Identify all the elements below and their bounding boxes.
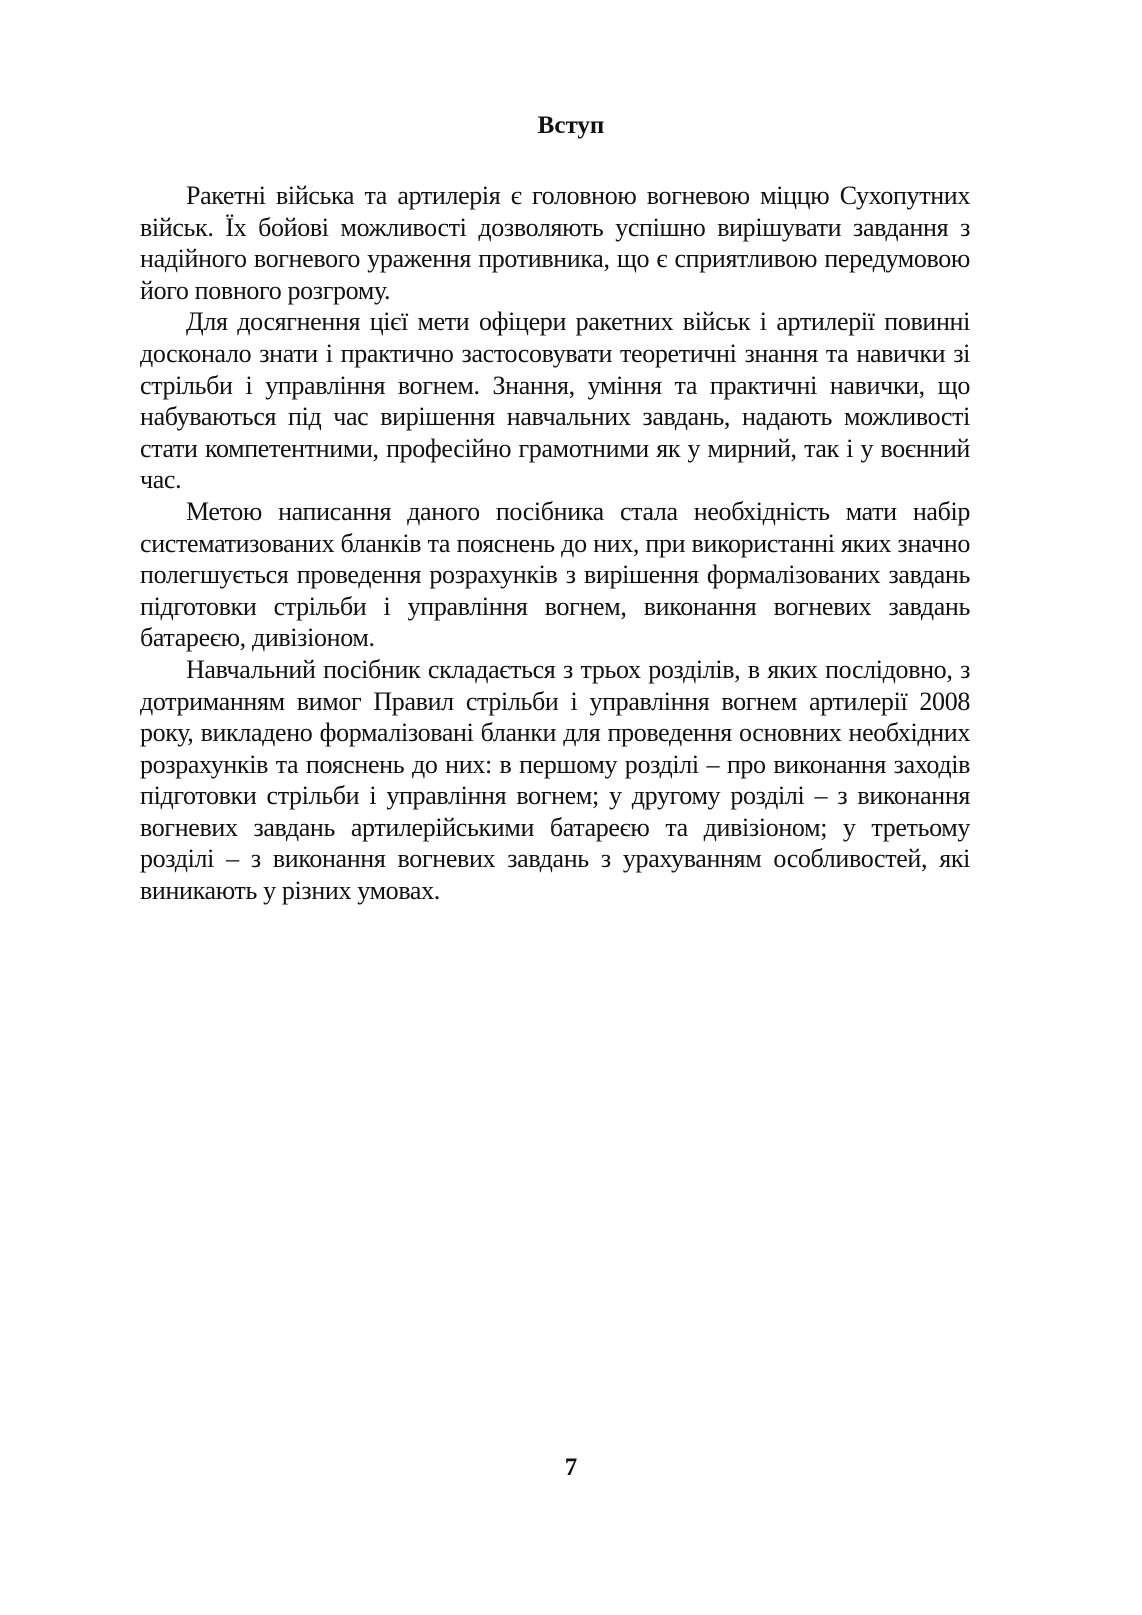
paragraph-2: Для досягнення цієї мети офіцери ракетних військ і артилерії повинні досконало знати і практично застосовувати теоретичні знання та навички зі стрільби і управління вогнем. Знання, уміння та практичні навички, що набуваються під час вирішення навчальних завдань, надають можливості стати компетентними, професійно грамотними як у мирний, так і у воєнний час. [140, 307, 970, 495]
body-text [140, 180, 970, 907]
section-title: Вступ [537, 112, 605, 139]
paragraph-1: Ракетні війська та артилерія є головною вогневою міццю Сухопутних військ. Їх бойові можливості дозволяють успішно вирішувати завдання з надійного вогневого ураження противника, що є сприятливою передумовою його повного розгрому. [140, 181, 970, 305]
paragraph-4: Навчальний посібник складається з трьох розділів, в яких послідовно, з дотриманням вимог Правил стрільби і управління вогнем артилерії 2008 року, викладено формалізовані бланки для проведення основних необхідних розрахунків та пояснень до них: в першому розділі – про виконання заходів підготовки стрільби і управління вогнем; у другому розділі – з виконання вогневих завдань артилерійськими батареєю та дивізіоном; у третьому розділі – з виконання вогневих завдань з урахуванням особливостей, які виникають у різних умовах. [140, 654, 970, 906]
page-number: 7 [564, 1454, 578, 1481]
paragraph-3: Метою написання даного посібника стала необхідність мати набір систематизованих бланків та пояснень до них, при використанні яких значно полегшується проведення розрахунків з вирішення формалізованих завдань підготовки стрільби і управління вогнем, виконання вогневих завдань батареєю, дивізіоном. [140, 496, 970, 653]
